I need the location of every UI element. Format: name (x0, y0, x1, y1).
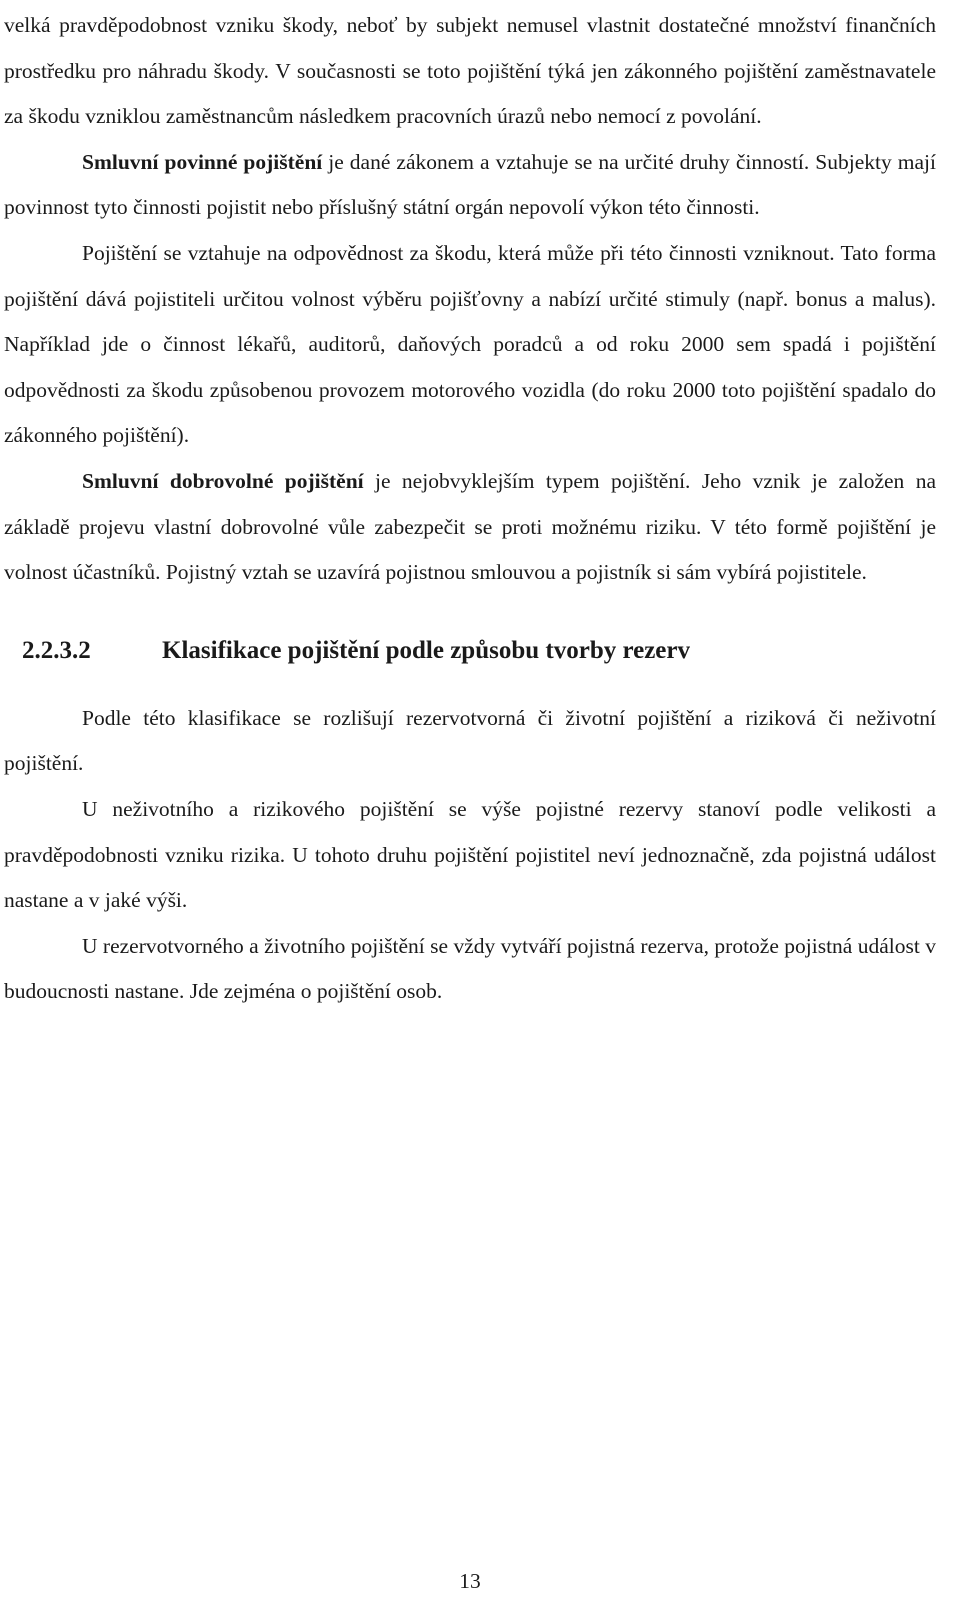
paragraph-text: U rezervotvorného a životního pojištění se vždy vytváří pojistná rezerva, protože pojistná událost v budoucnosti nastane. Jde zejména o pojištění osob. (4, 933, 936, 1004)
paragraph-life-insurance (4, 924, 936, 1015)
bold-term: Smluvní dobrovolné pojištění (82, 468, 364, 493)
paragraph-text: velká pravděpodobnost vzniku škody, neboť by subjekt nemusel vlastnit dostatečné množství finančních prostředku pro náhradu škody. V současnosti se toto pojištění týká jen zákonného pojištění zaměstnavatele za škodu vzniklou zaměstnancům následkem pracovních úrazů nebo nemocí z povolání. (4, 13, 936, 129)
paragraph-text: je nejobvyklejším typem pojištění. Jeho vznik je založen na základě projevu vlastní dobrovolné vůle zabezpečit se proti možnému riziku. V této formě pojištění je volnost účastníků. Pojistný vztah se uzavírá pojistnou smlouvou a pojistník si sám vybírá pojistitele. (4, 468, 936, 585)
paragraph-voluntary-contractual-insurance (4, 459, 936, 596)
paragraph-mandatory-contractual-insurance (4, 140, 936, 231)
paragraph-text: Pojištění se vztahuje na odpovědnost za škodu, která může při této činnosti vzniknout. Tato forma pojištění dává pojistiteli určitou volnost výběru pojišťovny a nabízí určité stimuly (např. bonus a malus). Například jde o činnost lékařů, auditorů, daňových poradců a od roku 2000 sem spadá i pojištění odpovědnosti za škodu způsobenou provozem motorového vozidla (do roku 2000 toto pojištění spadalo do zákonného pojištění). (4, 240, 936, 448)
paragraph-liability-scope (4, 231, 936, 459)
bold-term: Smluvní povinné pojištění (82, 149, 323, 174)
document-page (4, 0, 936, 1015)
paragraph-classification (4, 696, 936, 787)
page-number: 13 (459, 1569, 481, 1593)
paragraph-continuation (4, 3, 936, 140)
paragraph-text: U neživotního a rizikového pojištění se výše pojistné rezervy stanoví podle velikosti a pravděpodobnosti vzniku rizika. U tohoto druhu pojištění pojistitel neví jednoznačně, zda pojistná událost nastane a v jaké výši. (4, 796, 936, 913)
section-number: 2.2.3.2 (22, 636, 91, 664)
paragraph-text: Podle této klasifikace se rozlišují rezervotvorná či životní pojištění a riziková či neživotní pojištění. (4, 705, 936, 776)
paragraph-text: je dané zákonem a vztahuje se na určité druhy činností. Subjekty mají povinnost tyto činnosti pojistit nebo příslušný státní orgán nepovolí výkon této činnosti. (4, 149, 936, 220)
section-title: Klasifikace pojištění podle způsobu tvorby rezerv (162, 636, 691, 664)
section-heading (4, 628, 936, 674)
paragraph-non-life-insurance (4, 787, 936, 924)
